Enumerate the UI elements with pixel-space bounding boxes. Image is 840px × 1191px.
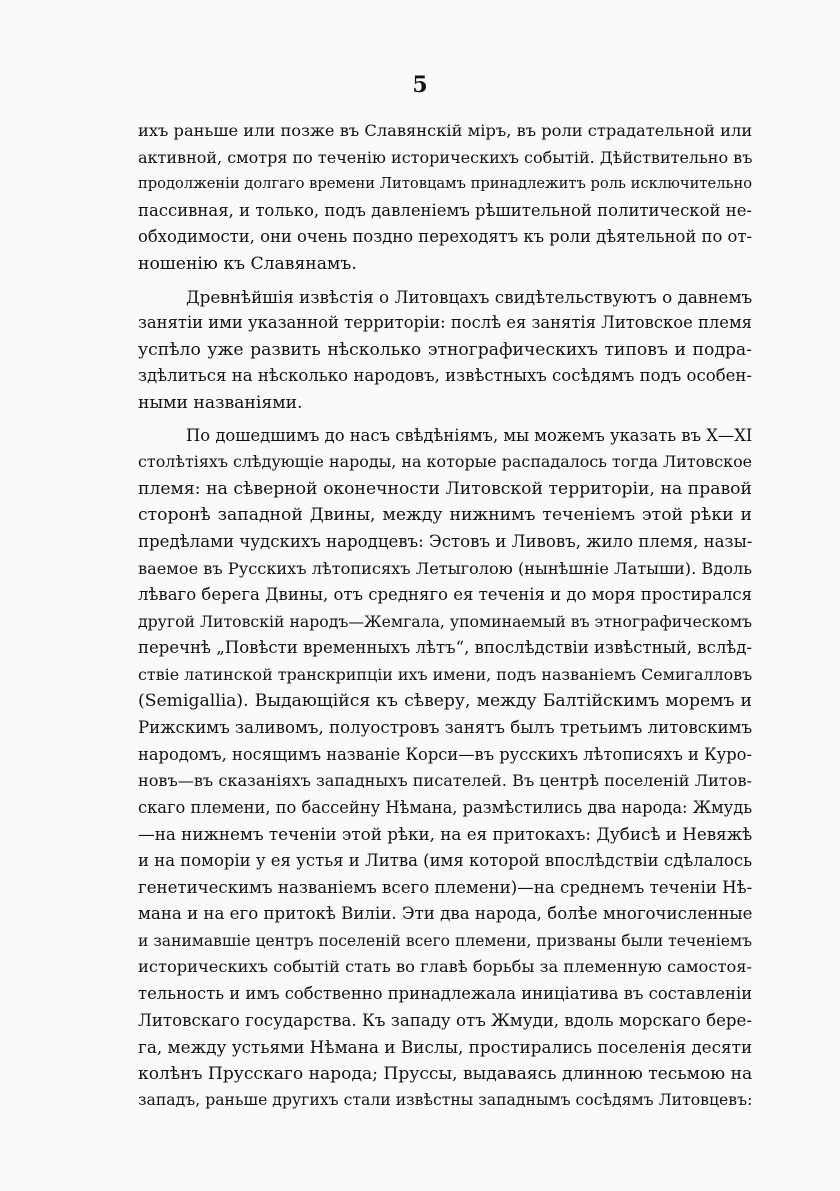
text-line: скаго племени, по бассейну Нѣмана, размѣстились два народа: Жмудь <box>138 797 753 817</box>
text-line: (Semigallia). Выдающійся къ сѣверу, между Балтійскимъ моремъ и <box>138 691 752 712</box>
text-line: ными названіями. <box>138 392 303 413</box>
text-line: ваемое въ Русскихъ лѣтописяхъ Летыголою (нынѣшніе Латыши). Вдоль <box>138 558 752 578</box>
text-line: активной, смотря по теченію историческихъ событій. Дѣйствительно въ <box>138 147 753 167</box>
text-line: племя: на сѣверной оконечности Литовской территоріи, на правой <box>138 478 752 499</box>
text-line: колѣнъ Прусскаго народа; Пруссы, выдаваясь длинною тесьмою на <box>138 1063 753 1084</box>
text-line: продолженіи долгаго времени Литовцамъ принадлежитъ роль исключительно <box>138 175 753 193</box>
text-line: здѣлиться на нѣсколько народовъ, извѣстныхъ сосѣдямъ подъ особен- <box>138 366 752 386</box>
text-line: Литовскаго государства. Къ западу отъ Жмуди, вдоль морскаго бере- <box>138 1010 752 1030</box>
text-line: мана и на его притокѣ Виліи. Эти два народа, болѣе многочисленные <box>138 904 753 924</box>
text-line: Рижскимъ заливомъ, полуостровъ занятъ былъ третьимъ литовскимъ <box>138 718 753 738</box>
text-line: предѣлами чудскихъ народцевъ: Эстовъ и Ливовъ, жило племя, назы- <box>138 531 753 551</box>
text-line: народомъ, носящимъ названіе Корси—въ русскихъ лѣтописяхъ и Куро- <box>138 744 752 764</box>
text-line: ношенію къ Славянамъ. <box>138 253 357 274</box>
text-line: —на нижнемъ теченіи этой рѣки, на ея притокахъ: Дубисѣ и Невяжѣ <box>138 824 753 845</box>
text-line: успѣло уже развить нѣсколько этнографическихъ типовъ и подра- <box>138 339 752 360</box>
text-line: тельность и имъ собственно принадлежала иниціатива въ составленіи <box>138 984 753 1003</box>
page-number: 5 <box>412 72 428 98</box>
text-line: и на поморіи у ея устья и Литва (имя которой впослѣдствіи сдѣлалось <box>138 851 753 871</box>
text-line: Древнѣйшія извѣстія о Литовцахъ свидѣтельствуютъ о давнемъ <box>186 286 753 307</box>
text-line: историческихъ событій стать во главѣ борьбы за племенную самостоя- <box>138 957 752 977</box>
text-line: пассивная, и только, подъ давленіемъ рѣшительной политической не- <box>138 200 752 220</box>
text-line: га, между устьями Нѣмана и Вислы, простирались поселенія десяти <box>138 1037 753 1058</box>
text-line: генетическимъ названіемъ всего племени)—на среднемъ теченіи Нѣ- <box>138 877 753 897</box>
text-line: обходимости, они очень поздно переходятъ къ роли дѣятельной по от- <box>138 227 752 247</box>
text-line: перечнѣ „Повѣсти временныхъ лѣтъ“, впослѣдствіи извѣстный, вслѣд- <box>138 638 753 658</box>
text-line: другой Литовскій народъ—Жемгала, упоминаемый въ этнографическомъ <box>138 611 752 631</box>
text-line: новъ—въ сказаніяхъ западныхъ писателей. Въ центрѣ поселеній Литов- <box>138 771 752 791</box>
text-line: столѣтіяхъ слѣдующіе народы, на которые распадалось тогда Литовское <box>138 452 753 472</box>
body-text <box>138 118 752 1114</box>
paragraph-2 <box>138 284 752 417</box>
text-line: По дошедшимъ до насъ свѣдѣніямъ, мы можемъ указать въ X—XI <box>186 425 753 445</box>
text-line: западъ, раньше другихъ стали извѣстны западнымъ сосѣдямъ Литовцевъ: <box>138 1090 753 1110</box>
paragraph-3 <box>138 423 752 1114</box>
text-line: ствіе латинской транскрипціи ихъ имени, подъ названіемъ Семигалловъ <box>138 664 753 684</box>
text-line: ихъ раньше или позже въ Славянскій міръ, въ роли страдательной или <box>138 121 753 140</box>
paragraph-1 <box>138 118 752 278</box>
text-line: и занимавшіе центръ поселеній всего племени, призваны были теченіемъ <box>138 931 752 950</box>
text-line: лѣваго берега Двины, отъ средняго ея теченія и до моря простирался <box>138 585 753 605</box>
text-line: занятіи ими указанной территоріи: послѣ ея занятія Литовское племя <box>138 313 752 333</box>
text-line: сторонѣ западной Двины, между нижнимъ теченіемъ этой рѣки и <box>138 505 752 526</box>
